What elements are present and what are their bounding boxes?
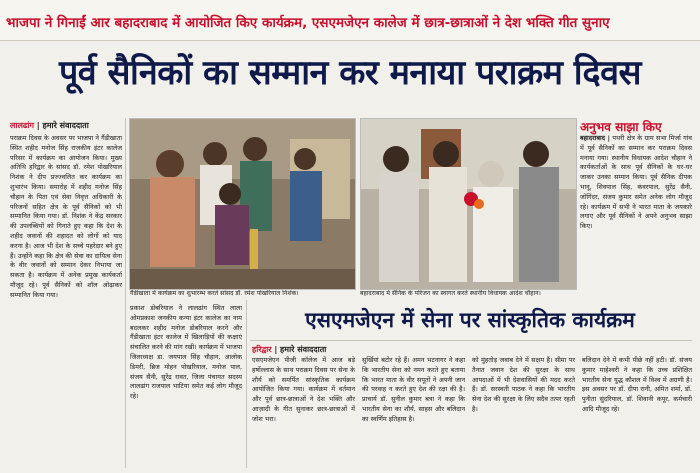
byline-sub-city: हरिद्वार: [252, 345, 272, 354]
byline-sub-reporter: | हमारे संवाददाता: [274, 345, 327, 354]
column-divider-2: [246, 300, 247, 468]
main-headline: पूर्व सैनिकों का सम्मान कर मनाया पराक्रम दिवस: [59, 53, 641, 93]
side-box-body: [580, 134, 692, 300]
byline-sub: [252, 344, 326, 355]
sub-headline-rule: [250, 340, 692, 341]
photo-inauguration-image: [130, 119, 355, 289]
side-box-city: बहादराबाद |: [580, 134, 610, 142]
byline-main: [10, 120, 89, 131]
sub-article-column-1: एसएमजेएन पीजी कॉलेज में आज बड़े हर्षोल्लास के साथ पराक्रम दिवस पर सेना के शौर्य को समर्पित सांस्कृतिक कार्यक्रम आयोजित किया गया। कार्यक्रम में वर्तमान और पूर्व छात्र-छात्राओं ने देश भक्ति और आज़ादी के गीत सुनाकर छात्र-छात्राओं में जोश भरा।: [252, 356, 355, 423]
byline-city: लालढांग: [10, 121, 34, 130]
photo-inauguration: [129, 118, 356, 290]
sub-article-column-2: सुर्खियां बटोर रहे हैं। अमन भटनागर ने कहा कि भारतीय सेना को नमन करते हुए बताया कि भारत माता के वीर सपूतों ने अपनी जान की परवाह न करते हुए देश की रक्षा की है। प्राचार्य डॉ. सुनील कुमार बत्रा ने कहा कि भारतीय सेना का शौर्य, साहस और बलिदान का स्वर्णिम इतिहास है।: [362, 356, 465, 423]
article-column-2: प्रकाश डोबरियाल ने लालढांग स्थित लाला ओमप्रकाश जनकीय कन्या इंटर कालेज का नाम बदलकर शहीद मनोज डोबरियाल करने और गैंडीखाता इंटर कालेज में खिलाड़ियों की कक्षाएं संचालित करने की मांग रखी। कार्यक्रम में भाजपा जिलाध्यक्ष डा. जयपाल सिंह चौहान, आलोक डिमरी, ब्रिज मोहन पोखरियाल, मनोज पाल, संजय सैनी, सुरेंद्र रावत, जिला पंचायत सदस्य लालढांग राजपाल भाटिया समेत कई लोग मौजूद रहे।: [130, 304, 242, 401]
column-divider: [125, 118, 126, 468]
sub-article-column-4: बलिदान देने में कभी पीछे नहीं हटी। डॉ. संजय कुमार माहेश्वरी ने कहा कि उच्च प्रशिक्षित भारतीय सेना युद्ध कौशल में विश्व में अग्रणी है। इस अवसर पर डॉ. दीपा रानी, अमित शर्मा, डॉ. पुनीता सुंदरियाल, डॉ. शिवानी कपूर, कर्मचारी आदि मौजूद रहे।: [582, 356, 692, 413]
photo1-caption: गैंडीखाता में कार्यक्रम का शुभारम्भ करते सांसद डॉ. रमेश पोखरियाल निशंक।: [130, 290, 299, 297]
side-box-text: पथरी क्षेत्र के ग्राम सभा मिर्जा गांव में पूर्व सैनिकों का सम्मान कर पराक्रम दिवस मनाया गया। स्थानीय विधायक आदेश चौहान ने कार्यकर्ताओं के साथ पूर्व सैनिकों के घर-घर जाकर उनका सम्मान किया। पूर्व सैनिक दीपक भानू, शिवपाल सिंह, कंवरपाल, सुरेंद्र सैनी, जोगिंदर, संजय कुमार समेत अनेक लोग मौजूद रहे। कार्यक्रम में सभी ने भारत माता के जयकारे लगाए और पूर्व सैनिकों ने अपने अनुभव साझा किए।: [580, 134, 692, 231]
top-strip-text: भाजपा ने गिनाईं आर बहादराबाद में आयोजित किए कार्यक्रम, एसएमजेएन कालेज में छात्र-छात्राओं ने देश भक्ति गीत सुनाए: [6, 15, 610, 31]
article-column-1: पराक्रम दिवस के अवसर पर भाजपा ने गैंडीखाता स्थित शहीद मनोज सिंह राजकीय इंटर कालेज परिसर में कार्यक्रम का आयोजन किया। मुख्य अतिथि हरिद्वार के सांसद डॉ. रमेश पोखरियाल निशंक ने दीप प्रज्ज्वलित कर कार्यक्रम का शुभारंभ किया। समारोह में शहीद मनोज सिंह चौहान के पिता एवं सेवा निवृत्त अधिकारी के परिजनों सहित क्षेत्र के पूर्व सैनिकों को भी सम्मानित किया गया। डॉ. निशंक ने केंद्र सरकार की उपलब्धियों को गिनाते हुए कहा कि देश के शहीद जवानों की शहादत को लोगों को याद करना है। आज भी देश के सच्चे पहरेदार बने हुए हैं। उन्होंने कहा कि क्षेत्र की सेवा का दायित्व सेना के वीर जवानों को सम्मान देकर निभाया जा सकता है। कार्यक्रम में अनेक प्रमुख कार्यकर्ता मौजूद रहे। पूर्व सैनिकों को शॉल ओढ़ाकर सम्मानित किया गया।: [10, 134, 122, 299]
photo2-caption: बहादराबाद में सैनिक के परिजन का स्वागत करते स्थानीय विधायक आदेश चौहान।: [360, 290, 541, 297]
byline-reporter: | हमारे संवाददाता: [36, 121, 89, 130]
photo-honour-image: [361, 119, 576, 289]
photo-honour: [360, 118, 577, 290]
sub-headline: एसएमजेएन में सेना पर सांस्कृतिक कार्यक्रम: [305, 308, 635, 332]
side-box-title: अनुभव साझा किए: [580, 120, 662, 134]
sub-article-column-3: को मुंहतोड़ जवाब देने में सक्षम हैं। सीमा पर तैनात जवान देश की सुरक्षा के साथ आपदाओं में भी देशवासियों की मदद करते हैं। डॉ. सरस्वती पाठक ने कहा कि भारतीय सेना देश की सुरक्षा के लिए सदैव तत्पर रहती है।: [472, 356, 575, 413]
